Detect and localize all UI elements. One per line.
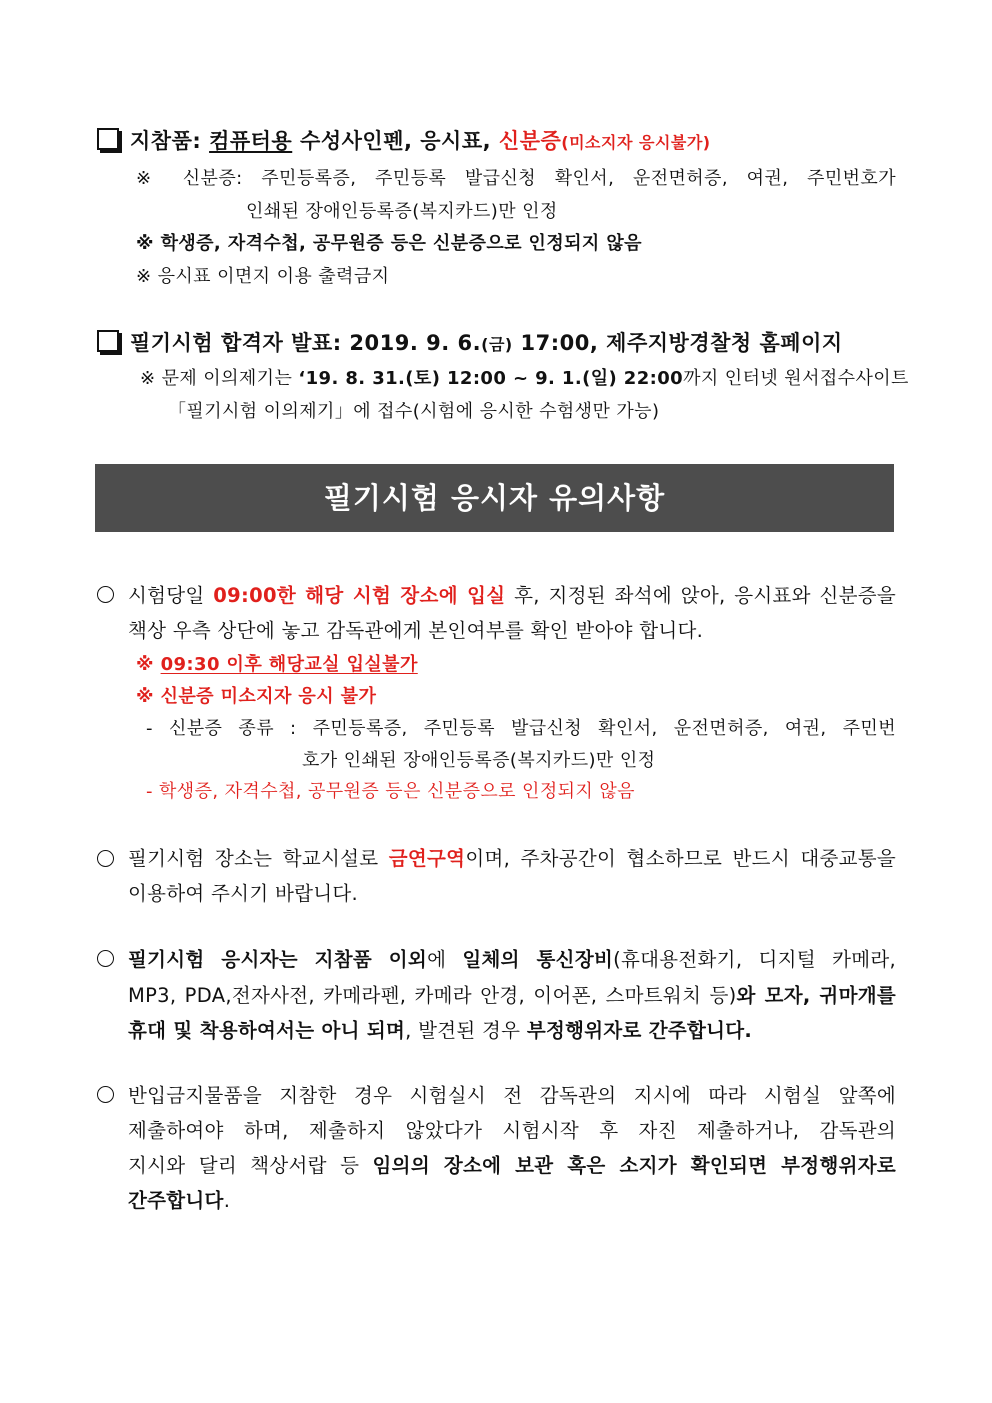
notice3-line3: [128, 1015, 752, 1043]
id-note-line-2: 인쇄된 장애인등록증(복지카드)만 인정: [246, 201, 558, 222]
items-id: 신분증: [498, 129, 562, 153]
notice4-line1: 반입금지물품을 지참한 경우 시험실시 전 감독관의 지시에 따라 시험실 앞쪽에: [128, 1084, 896, 1107]
checkbox-icon: [97, 330, 119, 352]
notice3-a: 에: [427, 948, 463, 971]
circle-bullet-icon: [97, 950, 114, 967]
notice3-b: (휴대용전화기, 디지털 카메라,: [613, 948, 896, 971]
student-card-note: ※ 학생증, 자격수첩, 공무원증 등은 신분증으로 인정되지 않음: [136, 233, 642, 254]
circle-bullet-icon: [97, 586, 114, 603]
notice2-line2: 이용하여 주시기 바랍니다.: [128, 882, 359, 905]
notice3-bold3: 휴대 및 착용하여서는 아니 되며: [128, 1019, 406, 1042]
notice1-line2: 책상 우측 상단에 놓고 감독관에게 본인여부를 확인 받아야 합니다.: [128, 619, 704, 642]
objection-note-line-2: 「필기시험 이의제기」에 접수(시험에 응시한 수험생만 가능): [168, 401, 660, 422]
late-entry-warning: [136, 650, 418, 676]
id-types-line-2: 호가 인쇄된 장애인등록증(복지카드)만 인정: [302, 750, 656, 771]
objection-suffix: 까지 인터넷 원서접수사이트: [683, 368, 909, 389]
notice1-a: 시험당일: [128, 584, 214, 607]
invalid-id-note: - 학생증, 자격수첩, 공무원증 등은 신분증으로 인정되지 않음: [146, 781, 635, 802]
notice2-b: 이며, 주차공간이 협소하므로 반드시 대중교통을: [465, 847, 897, 870]
no-id-warning: ※ 신분증 미소지자 응시 불가: [136, 686, 377, 707]
notice3-devices: MP3, PDA,전자사전, 카메라펜, 카메라 안경, 이어폰, 스마트워치 등): [128, 984, 737, 1007]
notice3-bold1: 필기시험 응시자는 지참품 이외: [128, 948, 428, 971]
notice4-line3: [128, 1150, 896, 1178]
items-list: 수성사인펜, 응시표,: [300, 129, 492, 153]
items-label: 지참품:: [130, 129, 202, 153]
notice3-hats: 와 모자, 귀마개를: [736, 984, 896, 1007]
objection-prefix: ※ 문제 이의제기는: [140, 368, 299, 389]
notice4-bold: 임의의 장소에 보관 혹은 소지가 확인되면 부정행위자로: [372, 1154, 896, 1177]
notice4-bold2: 간주합니다: [128, 1189, 224, 1212]
notice3-line1: [128, 944, 896, 972]
late-entry-text: 09:30 이후 해당교실 입실불가: [160, 654, 418, 675]
print-note: ※ 응시표 이면지 이용 출력금지: [136, 266, 390, 287]
checkbox-icon: [97, 128, 119, 150]
no-smoking-zone: 금연구역: [388, 847, 466, 870]
result-day: (금): [481, 335, 513, 354]
circle-bullet-icon: [97, 850, 114, 867]
notice3-c: , 발견된 경우: [405, 1019, 527, 1042]
notice4-line2: 제출하여야 하며, 제출하지 않았다가 시험시작 후 자진 제출하거나, 감독관의: [128, 1119, 896, 1142]
notice1-line1: [128, 580, 896, 608]
notice4-a: 지시와 달리 책상서랍 등: [128, 1154, 373, 1177]
notice2-line1: [128, 843, 896, 871]
result-title-rest: 17:00, 제주지방경찰청 홈페이지: [512, 331, 843, 355]
result-announcement: [130, 327, 843, 357]
notice4-line4: [128, 1185, 230, 1213]
late-entry-mark: ※: [136, 654, 161, 675]
objection-note-line-1: [140, 364, 909, 390]
notice2-a: 필기시험 장소는 학교시설로: [128, 847, 389, 870]
notice3-bold2: 일체의 통신장비: [462, 948, 614, 971]
id-note-line-1: ※ 신분증: 주민등록증, 주민등록 발급신청 확인서, 운전면허증, 여권, 주민번호가: [136, 168, 896, 189]
items-header: [130, 125, 711, 155]
notice4-end: .: [223, 1189, 231, 1212]
items-id-note: (미소지자 응시불가): [561, 133, 711, 152]
notice1-entry-time: 09:00한 해당 시험 장소에 입실: [213, 584, 506, 607]
id-types-line-1: - 신분증 종류 : 주민등록증, 주민등록 발급신청 확인서, 운전면허증, 여권, 주민번: [146, 718, 896, 739]
section-banner: 필기시험 응시자 유의사항: [95, 464, 894, 532]
items-computer: 컴퓨터용: [209, 129, 293, 153]
notice3-line2: [128, 980, 896, 1008]
objection-period: ‘19. 8. 31.(토) 12:00 ~ 9. 1.(일) 22:00: [298, 368, 684, 389]
notice1-b: 후, 지정된 좌석에 앉아, 응시표와 신분증을: [505, 584, 897, 607]
notice3-bold4: 부정행위자로 간주합니다.: [526, 1019, 753, 1042]
result-title: 필기시험 합격자 발표: 2019. 9. 6.: [130, 331, 482, 355]
circle-bullet-icon: [97, 1086, 114, 1103]
